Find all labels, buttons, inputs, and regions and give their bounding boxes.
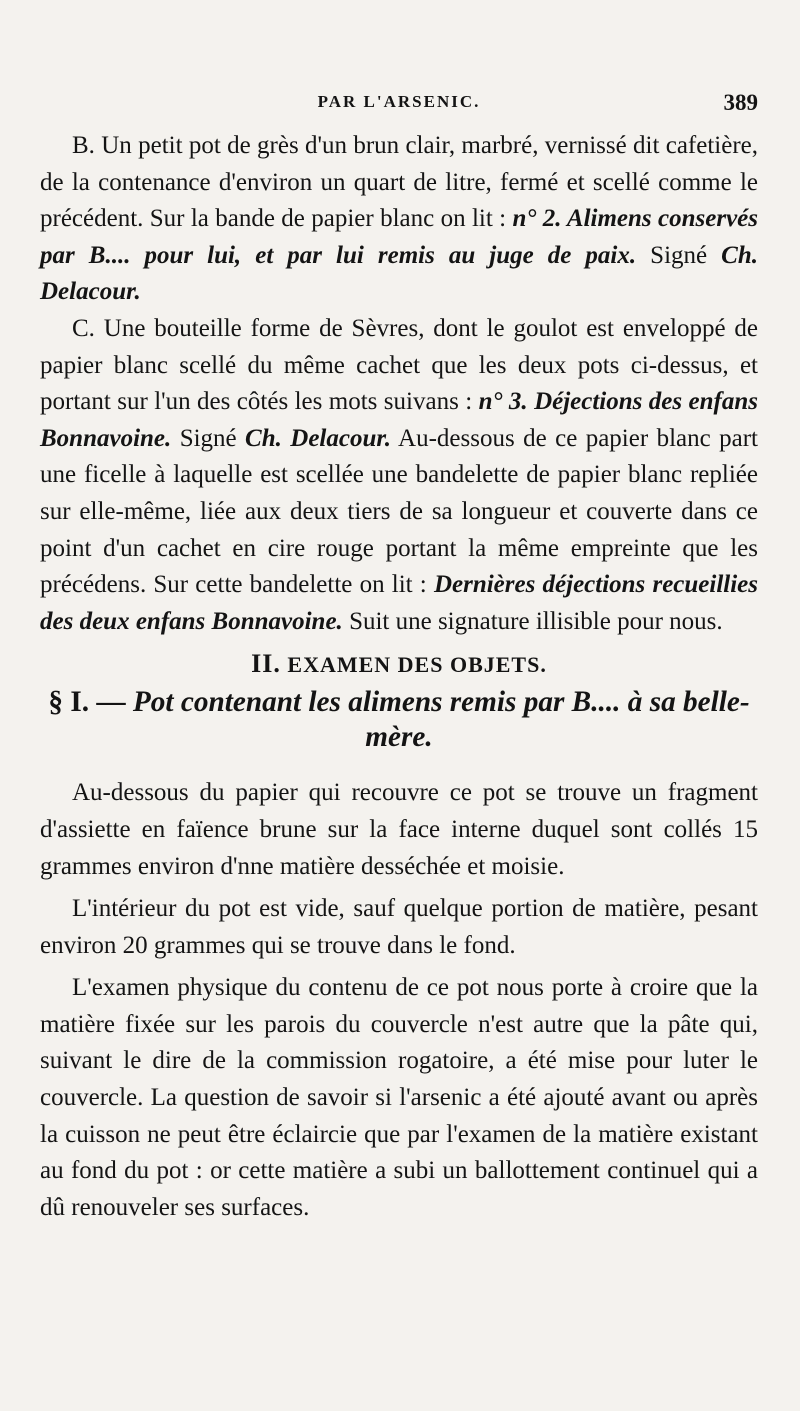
paragraph-2: L'intérieur du pot est vide, sauf quelque portion de matière, pesant environ 20 grammes qui se trouve dans le fond. [40,895,758,959]
section-number: II. [251,649,281,679]
paragraph-c-italic-3: Dernières déjections recueillies des deux enfans Bonnavoine. [40,571,759,635]
paragraph-c-text-1: C. Une bouteille forme de Sèvres, dont le goulot est enveloppé de papier blanc scellé du même cachet que les deux pots ci-dessus, et portant sur l'un des côtés les mots suivans : [40,314,758,416]
paragraph-b-italic-2: Ch. Delacour. [40,241,758,306]
paragraph-c-italic-2: Ch. Delacour. [245,424,391,452]
paragraph-c-text-3: Au-dessous de ce papier blanc part une ficelle à laquelle est scellée une bandelette de papier blanc repliée sur elle-même, liée aux deux tiers de sa longueur et couverte dans ce point d'un cachet en cire rouge portant la même empreinte que les précédens. Sur cette bandelette on lit : [40,424,758,599]
subsection-number: § I. — [48,686,126,719]
paragraph-c-italic-1: n° 3. Déjections des enfans Bonnavoine. [40,388,758,452]
paragraph-b-text-1: B. Un petit pot de grès d'un brun clair, marbré, vernissé dit cafetière, de la contenance d'environ un quart de litre, fermé et scellé comme le précédent. Sur la bande de papier blanc on lit : [40,132,758,233]
paragraph-c [40,311,758,640]
section-title: EXAMEN DES OBJETS. [287,652,547,678]
body-text [40,128,758,1226]
paragraph-c-text-2: Signé [171,424,246,452]
running-head [40,90,758,120]
paragraph-c-text-4: Suit une signature illisible pour nous. [342,607,723,635]
paragraph-1: Au-dessous du papier qui recouvre ce pot se trouve un fragment d'assiette en faïence brune sur la face interne duquel sont collés 15 grammes environ d'nne matière desséchée et moisie. [40,779,758,880]
paragraph-b-text-2: Signé [636,241,722,269]
section-heading [40,640,758,685]
paragraph-b-italic-1: n° 2. Alimens conservés par B.... pour lui, et par lui remis au juge de paix. [40,205,758,269]
running-title: PAR L'ARSENIC. [317,92,481,111]
paragraph-3: L'examen physique du contenu de ce pot nous porte à croire que la matière fixée sur les parois du couvercle n'est autre que la pâte qui, suivant le dire de la commission rogatoire, a été mise pour luter le couvercle. La question de savoir si l'arsenic a été ajouté avant ou après la cuisson ne peut être éclaircie que par l'examen de la matière existant au fond du pot : or cette matière a subi un ballottement continuel qui a dû renouveler ses surfaces. [40,974,758,1221]
page-number: 389 [723,90,758,115]
paragraph-b [40,128,758,311]
subsection-heading [40,685,758,775]
subsection-title: Pot contenant les alimens remis par B.... à sa belle-mère. [132,686,750,754]
